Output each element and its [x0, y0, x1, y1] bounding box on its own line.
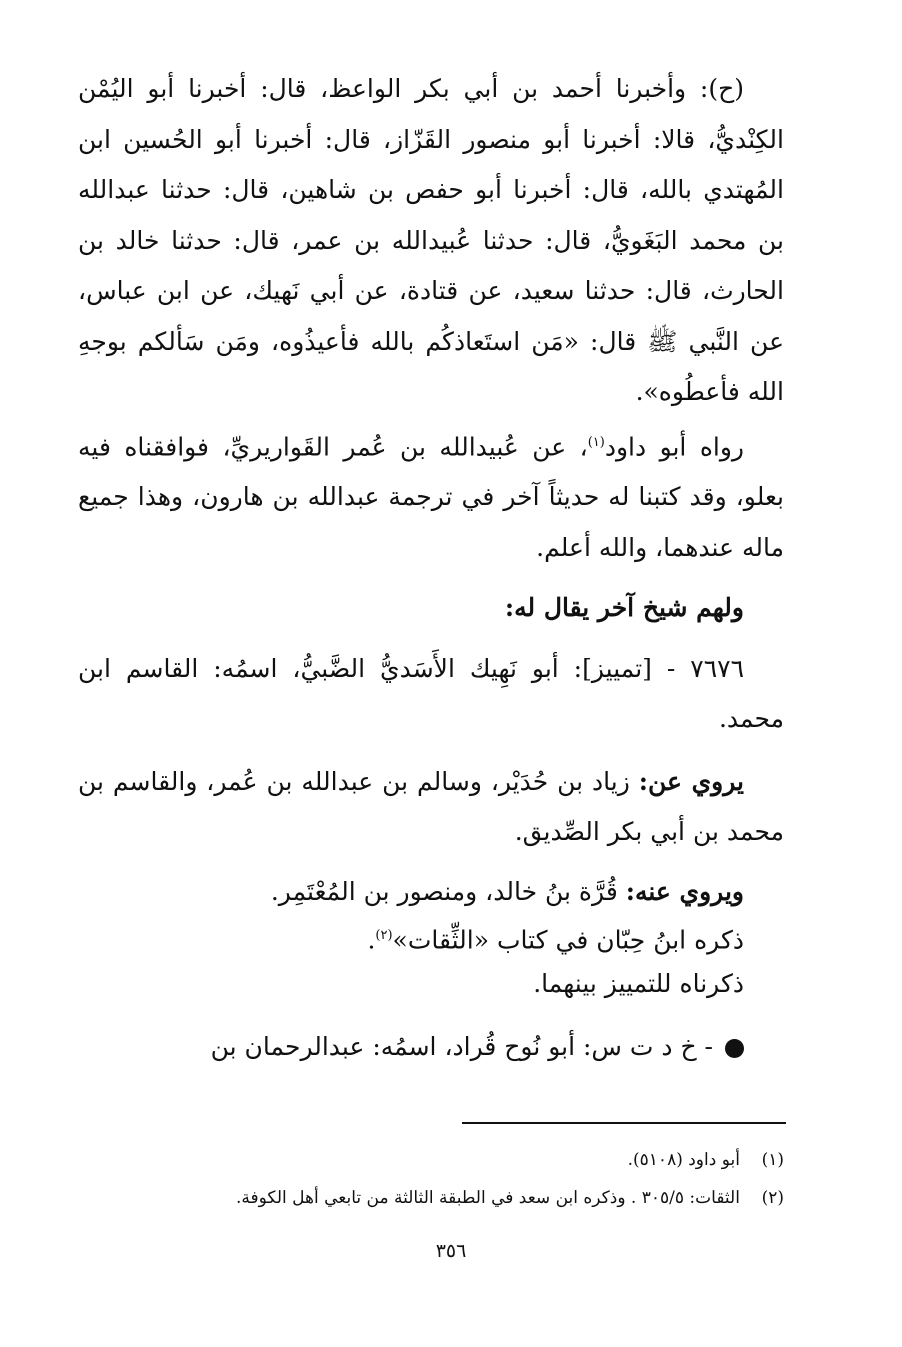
mention-line	[78, 914, 784, 962]
mention-end: .	[367, 925, 376, 955]
next-entry	[78, 1022, 784, 1073]
page-number: ٣٥٦	[435, 1240, 467, 1262]
paragraph-isnad: (ح): وأخبرنا أحمد بن أبي بكر الواعظ، قال: أخبرنا أبو اليُمْن الكِنْديُّ، قالا: أخبرنا أبو منصور القَزّاز، قال: أخبرنا أبو الحُسين ابن المُهتدي بالله، قال: أخبرنا أبو حفص بن شاهين، قال: حدثنا عبدالله بن محمد البَغَويُّ، قال: حدثنا عُبيدالله بن عمر، قال: حدثنا خالد بن الحارث، قال: حدثنا سعيد، عن قتادة، عن أبي نَهيك، عن ابن عباس، عن النَّبي ﷺ قال: «مَن استَعاذكُم بالله فأعيذُوه، ومَن سَألكم بوجهِ الله فأعطُوه».	[78, 74, 784, 406]
riwaya-start: رواه أبو داود	[604, 431, 745, 461]
paragraph-riwaya	[78, 418, 784, 574]
entry-title: ٧٦٧٦ - [تمييز]: أبو نَهِيك الأَسَديُّ الضَّبيُّ، اسمُه: القاسم ابن محمد.	[78, 653, 784, 734]
riwaya-rest: ، عن عُبيدالله بن عُمر القَواريريِّ، فوافقناه فيه بعلو، وقد كتبنا له حديثاً آخر في ترجمة عبدالله بن هارون، وهذا جميع ماله عندهما، والله أعلم.	[78, 431, 784, 562]
narrates-from	[78, 757, 784, 858]
footnote-1-number: (١)	[761, 1150, 784, 1170]
footnote-separator	[462, 1122, 786, 1124]
footnote-1-text: أبو داود (٥١٠٨).	[627, 1150, 740, 1170]
main-text	[78, 64, 784, 1073]
narrates-from-text: زياد بن حُدَيْر، وسالم بن عبدالله بن عُمر، والقاسم بن محمد بن أبي بكر الصِّديق.	[78, 766, 784, 847]
mention-text: ذكره ابنُ حِبّان في كتاب «الثِّقات»	[392, 925, 744, 955]
bullet-icon	[725, 1039, 744, 1058]
footnote-1	[120, 1148, 784, 1172]
distinguish-line: ذكرناه للتمييز بينهما.	[533, 969, 744, 999]
footnote-ref-2[interactable]: (٢)	[375, 927, 393, 943]
footnote-2	[120, 1186, 784, 1210]
footnote-ref-1[interactable]: (١)	[587, 434, 605, 450]
next-entry-text: - خ د ت س: أبو نُوح قُراد، اسمُه: عبدالرحمان بن	[210, 1032, 713, 1062]
footnote-2-text: الثقات: ٣٠٥/٥ . وذكره ابن سعد في الطبقة الثالثة من تابعي أهل الكوفة.	[236, 1188, 740, 1208]
footnote-2-number: (٢)	[761, 1188, 784, 1208]
narrated-by	[78, 870, 784, 914]
narrates-from-label: يروي عن:	[638, 766, 744, 796]
narrated-by-label: ويروي عنه:	[625, 876, 744, 906]
section-heading: ولهم شيخ آخر يقال له:	[504, 593, 744, 623]
narrated-by-text: قُرَّة بنُ خالد، ومنصور بن المُعْتَمِر.	[270, 876, 618, 906]
